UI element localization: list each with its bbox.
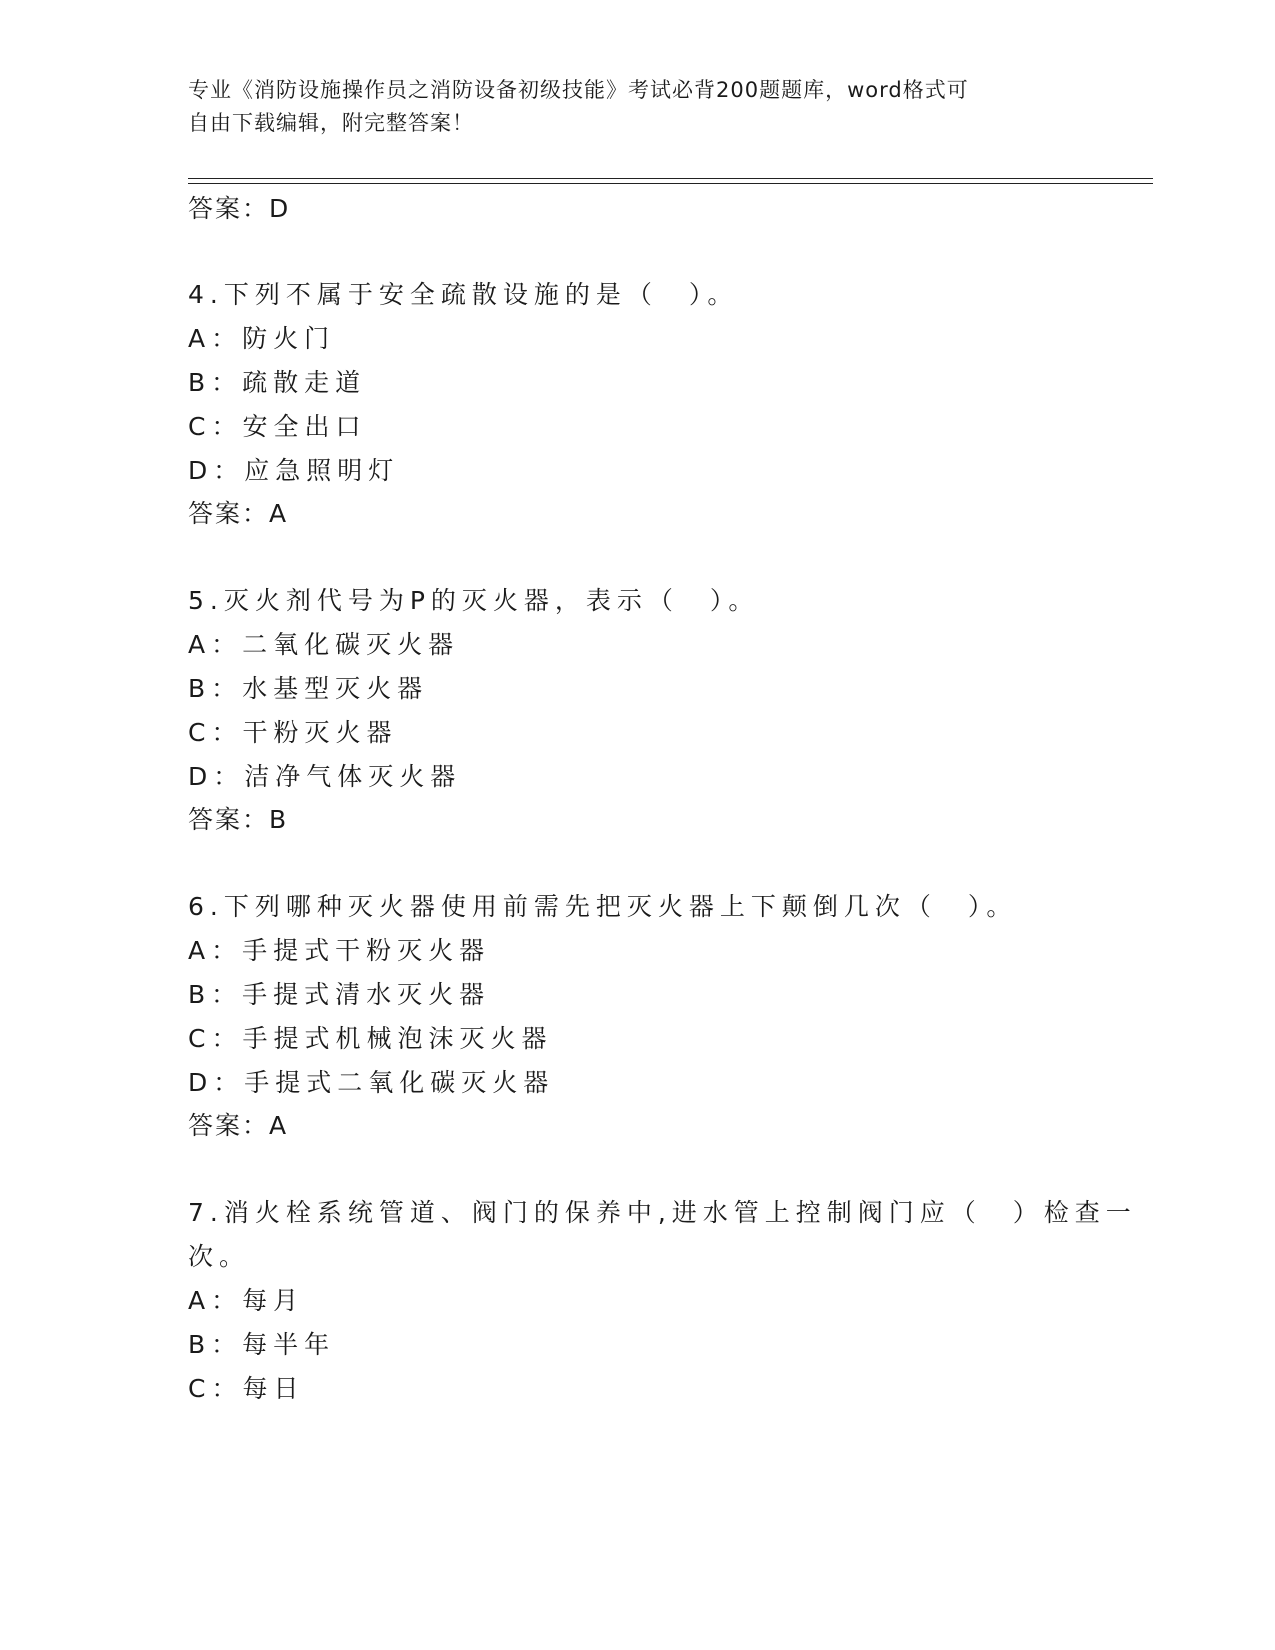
header-divider-top <box>188 178 1153 179</box>
q5-option-c: C：干粉灭火器 <box>188 718 398 747</box>
question-4: 4.下列不属于安全疏散设施的是（ ）。 <box>188 280 739 309</box>
question-7-line-2: 次。 <box>188 1242 251 1271</box>
header-line-1: 专业《消防设施操作员之消防设备初级技能》考试必背200题题库，word格式可 <box>188 78 969 102</box>
question-5: 5.灭火剂代号为P的灭火器，表示（ ）。 <box>188 586 760 615</box>
header-line-2: 自由下载编辑，附完整答案！ <box>188 111 474 135</box>
q5-answer: 答案：B <box>188 805 289 834</box>
q6-option-a: A：手提式干粉灭火器 <box>188 936 491 965</box>
q4-option-b: B：疏散走道 <box>188 368 367 397</box>
document-header <box>188 74 1068 140</box>
q7-option-c: C：每日 <box>188 1374 305 1403</box>
q4-option-c: C：安全出口 <box>188 412 367 441</box>
question-7-line-1: 7.消火栓系统管道、阀门的保养中,进水管上控制阀门应（ ）检查一 <box>188 1198 1137 1227</box>
q6-option-d: D：手提式二氧化碳灭火器 <box>188 1068 555 1097</box>
prev-answer: 答案：D <box>188 194 291 223</box>
q4-option-d: D：应急照明灯 <box>188 456 400 485</box>
q4-option-a: A：防火门 <box>188 324 336 353</box>
question-6: 6.下列哪种灭火器使用前需先把灭火器上下颠倒几次（ ）。 <box>188 892 1018 921</box>
q7-option-b: B：每半年 <box>188 1330 336 1359</box>
q6-option-c: C：手提式机械泡沫灭火器 <box>188 1024 553 1053</box>
q6-answer: 答案：A <box>188 1111 289 1140</box>
q5-option-a: A：二氧化碳灭火器 <box>188 630 460 659</box>
q6-option-b: B：手提式清水灭火器 <box>188 980 491 1009</box>
q7-option-a: A：每月 <box>188 1286 305 1315</box>
header-divider-bottom <box>188 183 1153 184</box>
q5-option-b: B：水基型灭火器 <box>188 674 429 703</box>
q5-option-d: D：洁净气体灭火器 <box>188 762 462 791</box>
q4-answer: 答案：A <box>188 499 289 528</box>
